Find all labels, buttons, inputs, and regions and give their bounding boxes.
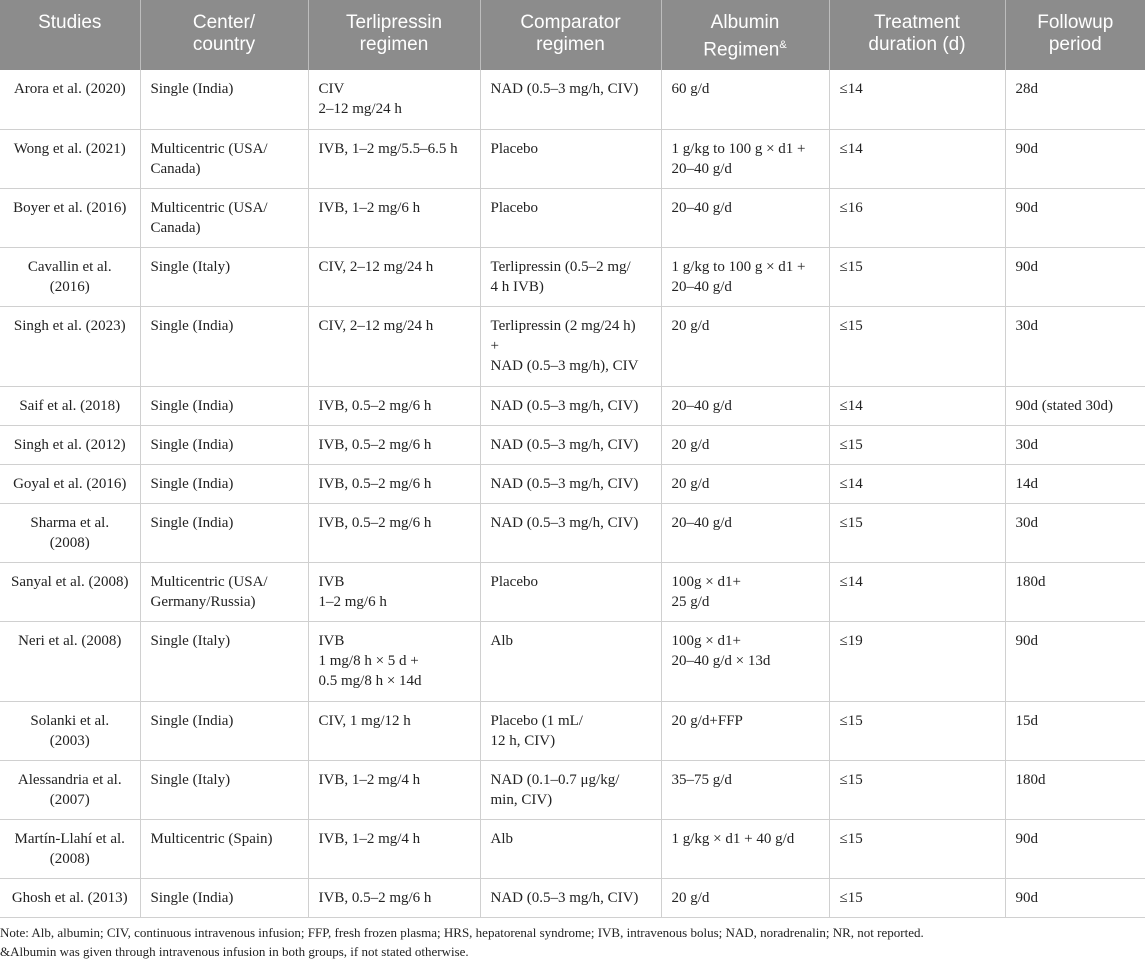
cell-duration: ≤14 [829, 562, 1005, 621]
cell-study: Martín-Llahí et al. (2008) [0, 819, 140, 878]
cell-followup: 90d [1005, 878, 1145, 917]
cell-terlipressin: IVB, 1–2 mg/4 h [308, 819, 480, 878]
cell-terlipressin: IVB 1–2 mg/6 h [308, 562, 480, 621]
cell-followup: 90d [1005, 819, 1145, 878]
cell-terlipressin: IVB, 0.5–2 mg/6 h [308, 503, 480, 562]
cell-comparator: NAD (0.5–3 mg/h, CIV) [480, 386, 661, 425]
header-terlipressin-regimen: Terlipressin regimen [308, 0, 480, 70]
cell-center: Single (India) [140, 425, 308, 464]
cell-center: Multicentric (USA/ Canada) [140, 129, 308, 188]
cell-followup: 180d [1005, 760, 1145, 819]
cell-duration: ≤15 [829, 819, 1005, 878]
cell-center: Multicentric (USA/ Canada) [140, 188, 308, 247]
table-row [0, 425, 1145, 464]
cell-terlipressin: CIV 2–12 mg/24 h [308, 70, 480, 129]
cell-duration: ≤14 [829, 386, 1005, 425]
header-center-country: Center/ country [140, 0, 308, 70]
cell-duration: ≤16 [829, 188, 1005, 247]
cell-terlipressin: IVB, 0.5–2 mg/6 h [308, 386, 480, 425]
cell-duration: ≤15 [829, 425, 1005, 464]
cell-albumin: 20 g/d+FFP [661, 701, 829, 760]
cell-study: Wong et al. (2021) [0, 129, 140, 188]
table-row [0, 129, 1145, 188]
cell-terlipressin: IVB 1 mg/8 h × 5 d + 0.5 mg/8 h × 14d [308, 621, 480, 701]
cell-terlipressin: IVB, 0.5–2 mg/6 h [308, 878, 480, 917]
cell-study: Singh et al. (2023) [0, 306, 140, 386]
cell-terlipressin: IVB, 1–2 mg/6 h [308, 188, 480, 247]
cell-study: Solanki et al. (2003) [0, 701, 140, 760]
cell-comparator: Terlipressin (0.5–2 mg/ 4 h IVB) [480, 247, 661, 306]
cell-terlipressin: IVB, 1–2 mg/5.5–6.5 h [308, 129, 480, 188]
cell-center: Single (Italy) [140, 247, 308, 306]
cell-albumin: 20 g/d [661, 878, 829, 917]
cell-comparator: NAD (0.1–0.7 μg/kg/ min, CIV) [480, 760, 661, 819]
header-treatment-duration: Treatment duration (d) [829, 0, 1005, 70]
cell-study: Alessandria et al. (2007) [0, 760, 140, 819]
cell-center: Single (India) [140, 701, 308, 760]
header-row [0, 0, 1145, 70]
cell-study: Sharma et al. (2008) [0, 503, 140, 562]
cell-center: Single (Italy) [140, 760, 308, 819]
cell-comparator: NAD (0.5–3 mg/h, CIV) [480, 425, 661, 464]
table-row [0, 70, 1145, 129]
cell-comparator: NAD (0.5–3 mg/h, CIV) [480, 503, 661, 562]
header-followup-period: Followup period [1005, 0, 1145, 70]
cell-study: Ghosh et al. (2013) [0, 878, 140, 917]
cell-followup: 30d [1005, 425, 1145, 464]
table-row [0, 188, 1145, 247]
cell-comparator: NAD (0.5–3 mg/h, CIV) [480, 70, 661, 129]
cell-albumin: 20–40 g/d [661, 503, 829, 562]
cell-duration: ≤14 [829, 129, 1005, 188]
cell-center: Multicentric (Spain) [140, 819, 308, 878]
cell-comparator: Placebo [480, 188, 661, 247]
cell-comparator: NAD (0.5–3 mg/h, CIV) [480, 464, 661, 503]
cell-duration: ≤14 [829, 70, 1005, 129]
cell-albumin: 60 g/d [661, 70, 829, 129]
header-albumin-regimen: Albumin Regimen& [661, 0, 829, 70]
cell-albumin: 1 g/kg × d1 + 40 g/d [661, 819, 829, 878]
cell-duration: ≤15 [829, 247, 1005, 306]
cell-followup: 30d [1005, 306, 1145, 386]
cell-followup: 15d [1005, 701, 1145, 760]
cell-duration: ≤15 [829, 701, 1005, 760]
cell-followup: 28d [1005, 70, 1145, 129]
cell-study: Cavallin et al. (2016) [0, 247, 140, 306]
cell-duration: ≤15 [829, 306, 1005, 386]
table-row [0, 621, 1145, 701]
cell-albumin: 20 g/d [661, 425, 829, 464]
table-row [0, 562, 1145, 621]
table-row [0, 760, 1145, 819]
cell-duration: ≤15 [829, 878, 1005, 917]
cell-followup: 90d [1005, 129, 1145, 188]
table-notes [0, 923, 1145, 961]
cell-albumin: 1 g/kg to 100 g × d1 + 20–40 g/d [661, 129, 829, 188]
cell-duration: ≤15 [829, 503, 1005, 562]
table-row [0, 247, 1145, 306]
cell-followup: 14d [1005, 464, 1145, 503]
cell-study: Saif et al. (2018) [0, 386, 140, 425]
table-row [0, 306, 1145, 386]
table-row [0, 819, 1145, 878]
table-row [0, 503, 1145, 562]
cell-followup: 90d [1005, 188, 1145, 247]
cell-study: Neri et al. (2008) [0, 621, 140, 701]
cell-albumin: 20 g/d [661, 464, 829, 503]
cell-center: Single (India) [140, 503, 308, 562]
cell-followup: 90d [1005, 247, 1145, 306]
cell-comparator: Terlipressin (2 mg/24 h) + NAD (0.5–3 mg/h), CIV [480, 306, 661, 386]
header-comparator-regimen: Comparator regimen [480, 0, 661, 70]
cell-terlipressin: IVB, 1–2 mg/4 h [308, 760, 480, 819]
cell-comparator: NAD (0.5–3 mg/h, CIV) [480, 878, 661, 917]
cell-albumin: 20 g/d [661, 306, 829, 386]
cell-duration: ≤19 [829, 621, 1005, 701]
cell-albumin: 20–40 g/d [661, 386, 829, 425]
cell-followup: 180d [1005, 562, 1145, 621]
cell-terlipressin: IVB, 0.5–2 mg/6 h [308, 425, 480, 464]
cell-comparator: Placebo [480, 562, 661, 621]
albumin-footnote-mark: & [779, 39, 787, 51]
cell-albumin: 100g × d1+ 25 g/d [661, 562, 829, 621]
cell-terlipressin: CIV, 2–12 mg/24 h [308, 247, 480, 306]
cell-albumin: 1 g/kg to 100 g × d1 + 20–40 g/d [661, 247, 829, 306]
cell-comparator: Placebo (1 mL/ 12 h, CIV) [480, 701, 661, 760]
cell-study: Boyer et al. (2016) [0, 188, 140, 247]
cell-study: Arora et al. (2020) [0, 70, 140, 129]
header-studies: Studies [0, 0, 140, 70]
cell-albumin: 20–40 g/d [661, 188, 829, 247]
cell-center: Single (Italy) [140, 621, 308, 701]
cell-duration: ≤14 [829, 464, 1005, 503]
cell-study: Singh et al. (2012) [0, 425, 140, 464]
cell-terlipressin: IVB, 0.5–2 mg/6 h [308, 464, 480, 503]
table-row [0, 701, 1145, 760]
cell-center: Single (India) [140, 878, 308, 917]
cell-albumin: 100g × d1+ 20–40 g/d × 13d [661, 621, 829, 701]
cell-albumin: 35–75 g/d [661, 760, 829, 819]
table-body [0, 70, 1145, 917]
abbreviation-note: Note: Alb, albumin; CIV, continuous intravenous infusion; FFP, fresh frozen plasma; HRS, hepatorenal syndrome; IVB, intravenous bolus; NAD, noradrenalin; NR, not reported. [0, 925, 924, 940]
cell-duration: ≤15 [829, 760, 1005, 819]
cell-followup: 90d [1005, 621, 1145, 701]
cell-followup: 90d (stated 30d) [1005, 386, 1145, 425]
table-row [0, 386, 1145, 425]
cell-comparator: Alb [480, 819, 661, 878]
cell-center: Single (India) [140, 70, 308, 129]
cell-comparator: Alb [480, 621, 661, 701]
cell-study: Sanyal et al. (2008) [0, 562, 140, 621]
cell-terlipressin: CIV, 2–12 mg/24 h [308, 306, 480, 386]
cell-center: Single (India) [140, 464, 308, 503]
table-row [0, 464, 1145, 503]
cell-followup: 30d [1005, 503, 1145, 562]
albumin-footnote: &Albumin was given through intravenous infusion in both groups, if not stated otherwise. [0, 944, 469, 959]
cell-study: Goyal et al. (2016) [0, 464, 140, 503]
cell-center: Single (India) [140, 306, 308, 386]
cell-center: Single (India) [140, 386, 308, 425]
table-row [0, 878, 1145, 917]
cell-comparator: Placebo [480, 129, 661, 188]
cell-center: Multicentric (USA/ Germany/Russia) [140, 562, 308, 621]
cell-terlipressin: CIV, 1 mg/12 h [308, 701, 480, 760]
